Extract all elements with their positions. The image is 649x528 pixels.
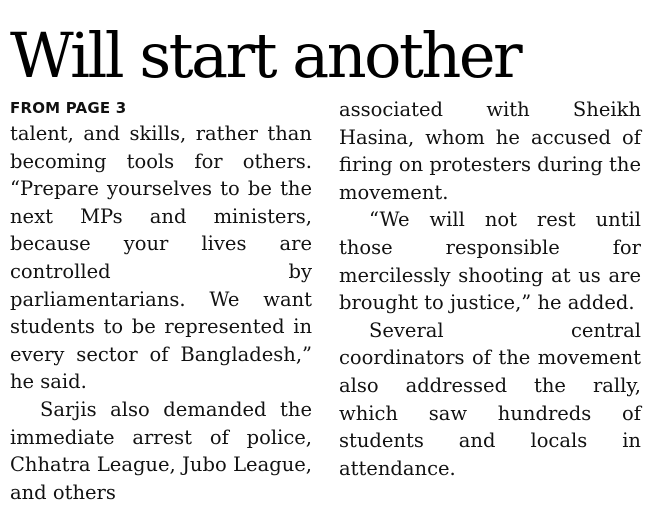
article-column-right xyxy=(339,96,641,482)
article-paragraph: “We will not rest until those responsible for mercilessly shooting at us are brought to justice,” he added. xyxy=(339,208,641,315)
article-paragraph: talent, and skills, rather than becoming tools for others. “Prepare yourselves to be the next MPs and ministers, because your lives are controlled by parliamentarians. We want students to be represented in every sector of Bangladesh,” he said. xyxy=(10,122,312,394)
article-paragraph: Several central coordinators of the movement also addressed the rally, which saw hundreds of students and locals in attendance. xyxy=(339,318,641,480)
continued-from-label: FROM PAGE 3 xyxy=(10,99,127,117)
article-headline: Will start another xyxy=(10,19,521,92)
article-column-left xyxy=(10,96,312,506)
article-paragraph: associated with Sheikh Hasina, whom he accused of firing on protesters during the movement. xyxy=(339,98,641,204)
article-paragraph: Sarjis also demanded the immediate arrest of police, Chhatra League, Jubo League, and others xyxy=(10,397,312,504)
